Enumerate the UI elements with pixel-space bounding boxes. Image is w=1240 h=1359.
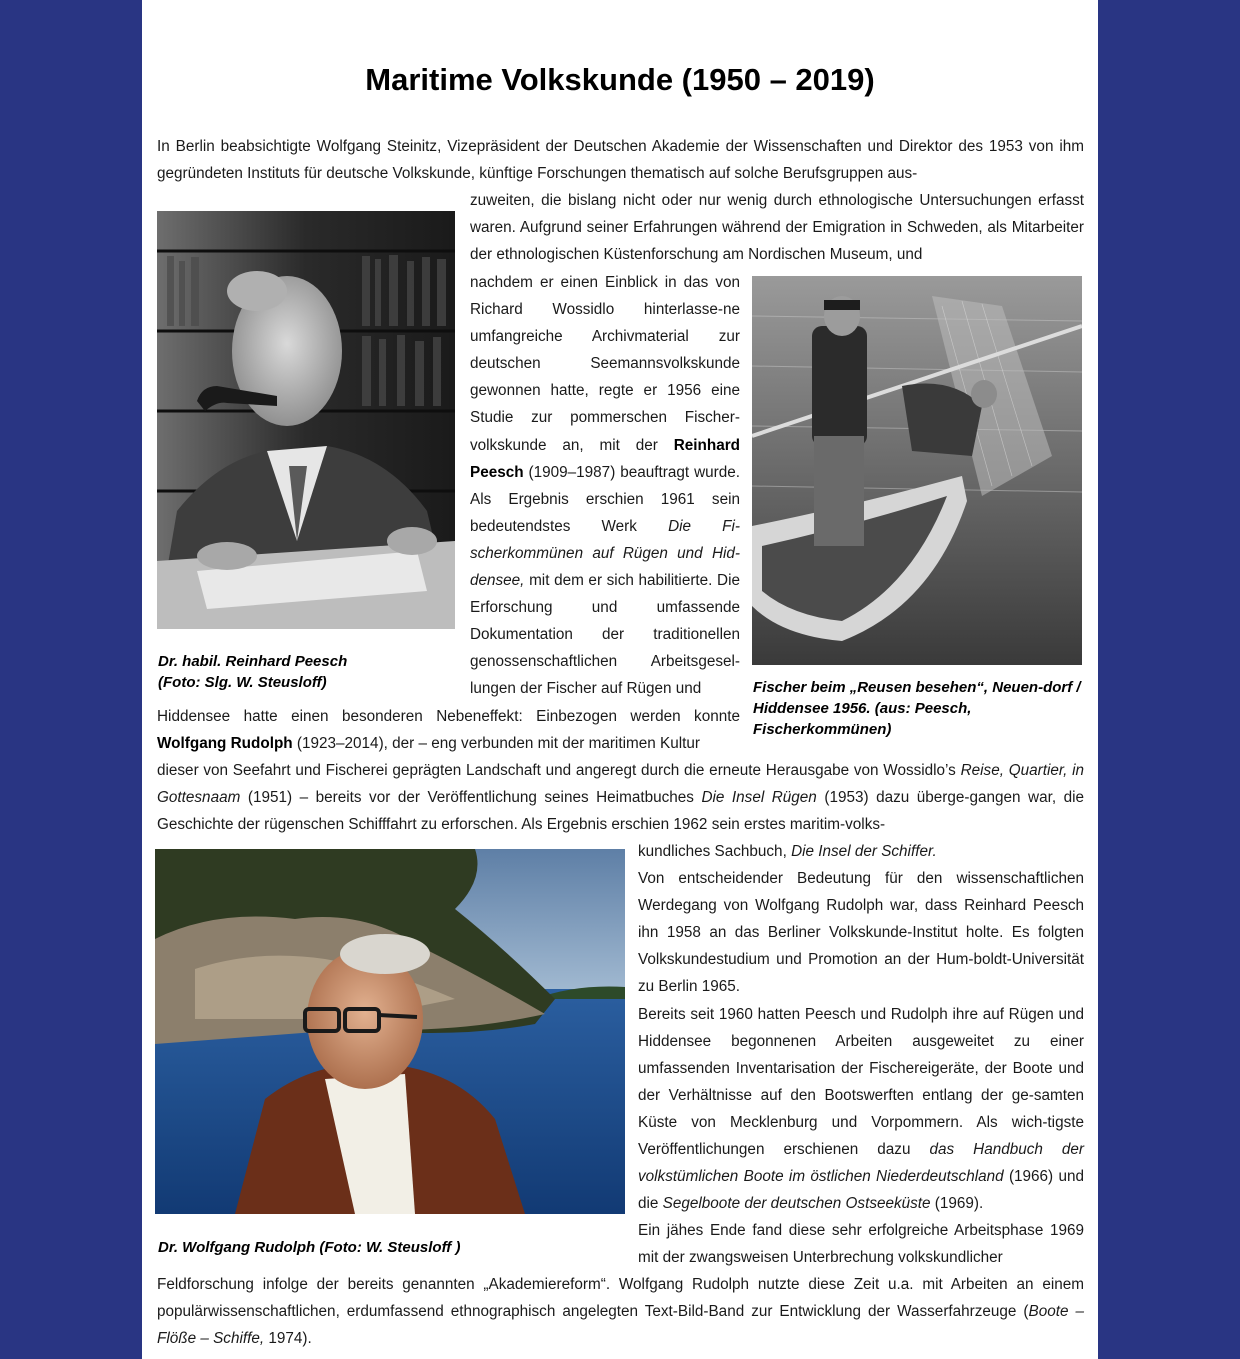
photo-reinhard-peesch [157, 211, 455, 629]
book-title-handbuch: das Handbuch der volkstümlichen Boote im östlichen Niederdeutschland [638, 1141, 1085, 1186]
text-segment: (1953) dazu überge-gangen war, die Geschichte der rügenschen Schifffahrt zu erforschen. Als Ergebnis erschien 1962 sein erstes maritim-volks- [157, 789, 1085, 834]
text-segment: zuweiten, die bislang nicht oder nur wenig durch ethnologische Untersuchungen erfasst waren. Aufgrund seiner Erfahrungen während der Emigration in Schweden, als Mitarbeiter der ethnologischen Küstenforschung am Nordischen Museum, und [470, 192, 1084, 264]
page-title: Maritime Volkskunde (1950 – 2019) [365, 62, 875, 97]
paragraph-intro-continued [470, 187, 1084, 268]
name-reinhard-peesch: Reinhard Peesch [470, 436, 741, 481]
text-segment: (1966) und die [638, 1168, 1084, 1213]
caption-line: Dr. habil. Reinhard Peesch [158, 653, 348, 670]
text-segment: 1974). [268, 1330, 312, 1348]
book-title-insel-ruegen: Die Insel Rügen [701, 789, 817, 807]
photo-peesch-image [157, 211, 455, 629]
text-segment: Bereits seit 1960 hatten Peesch und Rudolph ihre auf Rügen und Hiddensee begonnenen Arbeiten ausgeweitet zu einer umfassenden Inventarisation der Fischereigeräte, der Boote und der Verhältnisse auf den Bootswerften entlang der ge-samten Küste von Mecklenburg und Vorpommern. Als wich-tigste Veröffentlichungen erschienen dazu [638, 1005, 1084, 1159]
text-segment: In Berlin beabsichtigte Wolfgang Steinitz, Vizepräsident der Deutschen Akademie der Wissenschaften und Direktor des 1953 von ihm gegründeten Instituts für deutsche Volkskunde, künftige Forschungen thematisch auf solche Berufsgruppen aus- [157, 138, 1084, 183]
photo-fischer-reusen [752, 276, 1082, 665]
paragraph-mid [157, 703, 740, 757]
text-segment: mit dem er sich habilitierte. Die Erforschung und umfassende Dokumentation der traditionellen genossenschaftlichen Arbeitsgesel-lungen der Fischer auf Rügen und [470, 572, 741, 698]
photo-wolfgang-rudolph [155, 849, 625, 1214]
paragraph-intro [157, 133, 1084, 187]
caption-line: Dr. Wolfgang Rudolph (Foto: W. Steusloff ) [158, 1239, 461, 1256]
paragraph-column-b [638, 838, 1084, 1272]
caption-line: Fischer beim „Reusen besehen“, Neuen-dorf / Hiddensee 1956. (aus: Peesch, Fischerkommünen) [753, 679, 1081, 738]
paragraph-end [157, 1271, 1084, 1352]
text-segment: Feldforschung infolge der bereits genannten „Akademiereform“. Wolfgang Rudolph nutzte diese Zeit u.a. mit Arbeiten an einem populärwissenschaftlichen, erdumfassend ethnographisch angelegten Text-Bild-Band zur Entwicklung der Wasserfahrzeuge ( [157, 1276, 1084, 1321]
book-title-reise-quartier: Reise, Quartier, in Gottesnaam [157, 762, 1084, 807]
caption-fischer [753, 677, 1083, 740]
text-segment: (1951) – bereits vor der Veröffentlichung seines Heimatbuches [247, 789, 694, 807]
book-title-fischerkommuenen: Die Fi-scherkommünen auf Rügen und Hid-densee, [470, 517, 740, 590]
book-title-boote-floesse-schiffe: Boote – Flöße – Schiffe, [157, 1303, 1084, 1348]
book-title-insel-der-schiffer: Die Insel der Schiffer. [791, 843, 937, 860]
text-segment: (1923–2014), der – eng verbunden mit der maritimen Kultur [296, 735, 700, 753]
paragraph-column-a [470, 269, 740, 703]
photo-fischer-image [752, 276, 1082, 665]
text-segment: Ein jähes Ende fand diese sehr erfolgreiche Arbeitsphase 1969 mit der zwangsweisen Unterbrechung volkskundlicher [638, 1222, 1084, 1267]
caption-rudolph [158, 1237, 628, 1258]
text-segment: Hiddensee hatte einen besonderen Nebeneffekt: Einbezogen werden konnte [157, 708, 740, 725]
paragraph-full [157, 757, 1084, 838]
text-segment: (1909–1987) beauftragt wurde. Als Ergebnis erschien 1961 sein bedeutendstes Werk [470, 463, 740, 535]
name-wolfgang-rudolph: Wolfgang Rudolph [157, 735, 293, 753]
text-segment: dieser von Seefahrt und Fischerei geprägten Landschaft und angeregt durch die erneute Herausgabe von Wossidlo’s [157, 762, 956, 779]
text-segment: nachdem er einen Einblick in das von Richard Wossidlo hinterlasse-ne umfangreiche Archivmaterial zur deutschen Seemannsvolkskunde gewonnen hatte, regte er 1956 eine Studie zur pommerschen Fischer-volkskunde an, mit der [470, 274, 740, 454]
caption-line: (Foto: Slg. W. Steusloff) [158, 674, 327, 691]
text-segment: Von entscheidender Bedeutung für den wissenschaftlichen Werdegang von Wolfgang Rudolph war, dass Reinhard Peesch ihn 1958 an das Berliner Volkskunde-Institut holte. Es folgten Volkskundestudium und Promotion an der Hum-boldt-Universität zu Berlin 1965. [638, 870, 1084, 996]
book-title-segelboote: Segelboote der deutschen Ostseeküste [662, 1195, 931, 1213]
photo-rudolph-image [155, 849, 625, 1214]
caption-peesch [158, 651, 458, 693]
text-segment: kundliches Sachbuch, [638, 843, 787, 860]
document-page [142, 0, 1098, 1359]
text-segment: (1969). [934, 1195, 984, 1213]
